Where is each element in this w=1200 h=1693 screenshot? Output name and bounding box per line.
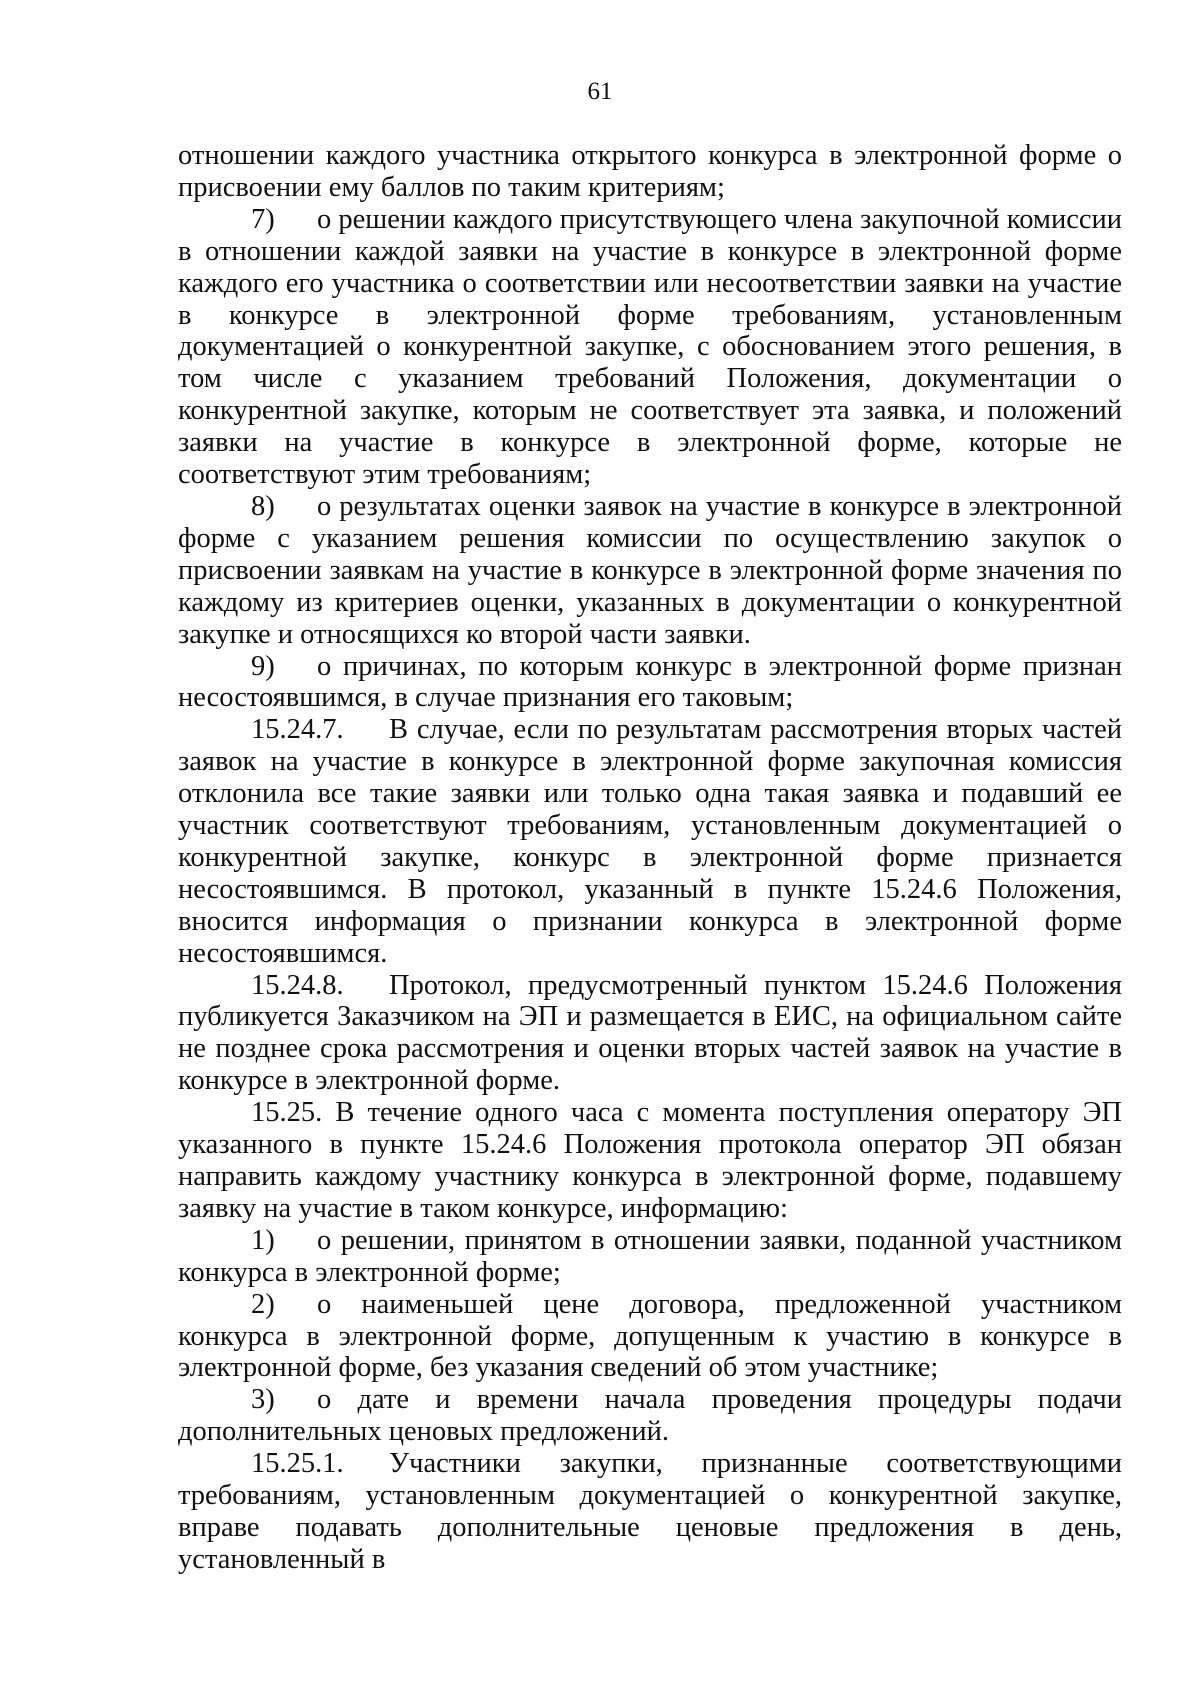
list-item-9 bbox=[178, 651, 1122, 715]
paragraph-text: о наименьшей цене договора, предложенной участником конкурса в электронной форме, допущенным к участию в конкурсе в электронной форме, без указания сведений об этом участнике; bbox=[178, 1288, 1122, 1384]
paragraph-text: В случае, если по результатам рассмотрения вторых частей заявок на участие в конкурсе в электронной форме закупочная комиссия отклонила все такие заявки или только одна такая заявка и подавший ее участник соответствуют требованиям, установленным документацией о конкурентной закупке, конкурс в электронной форме признается несостоявшимся. В протокол, указанный в пункте 15.24.6 Положения, вносится информация о признании конкурса в электронной форме несостоявшимся. bbox=[178, 714, 1122, 969]
item-number: 8) bbox=[251, 490, 275, 522]
item-number: 2) bbox=[251, 1288, 275, 1320]
item-number: 9) bbox=[251, 650, 275, 682]
paragraph-text: Протокол, предусмотренный пунктом 15.24.6 Положения публикуется Заказчиком на ЭП и размещается в ЕИС, на официальном сайте не позднее срока рассмотрения и оценки вторых частей заявок на участие в конкурсе в электронной форме. bbox=[178, 969, 1122, 1097]
paragraph-text: о решении каждого присутствующего члена закупочной комиссии в отношении каждой заявки на участие в конкурсе в электронной форме каждого его участника о соответствии или несоответствии заявки на участие в конкурсе в электронной форме требованиям, установленным документацией о конкурентной закупке, с обоснованием этого решения, в том числе с указанием требований Положения, документации о конкурентной закупке, которым не соответствует эта заявка, и положений заявки на участие в конкурсе в электронной форме, которые не соответствуют этим требованиям; bbox=[178, 203, 1122, 491]
list-item-1 bbox=[178, 1225, 1122, 1289]
clause-number: 15.25.1. bbox=[251, 1448, 344, 1480]
clause-15-24-7 bbox=[178, 714, 1122, 969]
clause-15-25 bbox=[178, 1097, 1122, 1225]
paragraph-text: о результатах оценки заявок на участие в конкурсе в электронной форме с указанием решения комиссии по осуществлению закупок о присвоении заявкам на участие в конкурсе в электронной форме значения по каждому из критериев оценки, указанных в документации о конкурентной закупке и относящихся ко второй части заявки. bbox=[178, 490, 1122, 650]
clause-number: 15.24.8. bbox=[251, 969, 344, 1001]
clause-15-24-8 bbox=[178, 970, 1122, 1098]
paragraph-continuation bbox=[178, 140, 1122, 204]
list-item-3 bbox=[178, 1384, 1122, 1448]
paragraph-text: Участники закупки, признанные соответствующими требованиям, установленным документацией о конкурентной закупке, вправе подавать дополнительные ценовые предложения в день, установленный в bbox=[178, 1448, 1122, 1575]
clause-15-25-1 bbox=[178, 1448, 1122, 1576]
paragraph-text: 15.25. В течение одного часа с момента поступления оператору ЭП указанного в пункте 15.24.6 Положения протокола оператор ЭП обязан направить каждому участнику конкурса в электронной форме, подавшему заявку на участие в таком конкурсе, информацию: bbox=[178, 1097, 1122, 1224]
paragraph-text: отношении каждого участника открытого конкурса в электронной форме о присвоении ему баллов по таким критериям; bbox=[178, 140, 1122, 203]
page-number: 61 bbox=[587, 78, 613, 105]
document-body bbox=[178, 140, 1122, 1576]
paragraph-text: о решении, принятом в отношении заявки, поданной участником конкурса в электронной форме; bbox=[178, 1224, 1122, 1288]
list-item-2 bbox=[178, 1289, 1122, 1385]
list-item-8 bbox=[178, 491, 1122, 651]
list-item-7 bbox=[178, 204, 1122, 491]
item-number: 7) bbox=[251, 203, 275, 235]
item-number: 3) bbox=[251, 1384, 275, 1416]
paragraph-text: о дате и времени начала проведения процедуры подачи дополнительных ценовых предложений. bbox=[178, 1384, 1122, 1448]
paragraph-text: о причинах, по которым конкурс в электронной форме признан несостоявшимся, в случае признания его таковым; bbox=[178, 650, 1122, 714]
clause-number: 15.24.7. bbox=[251, 714, 344, 746]
item-number: 1) bbox=[251, 1224, 275, 1256]
